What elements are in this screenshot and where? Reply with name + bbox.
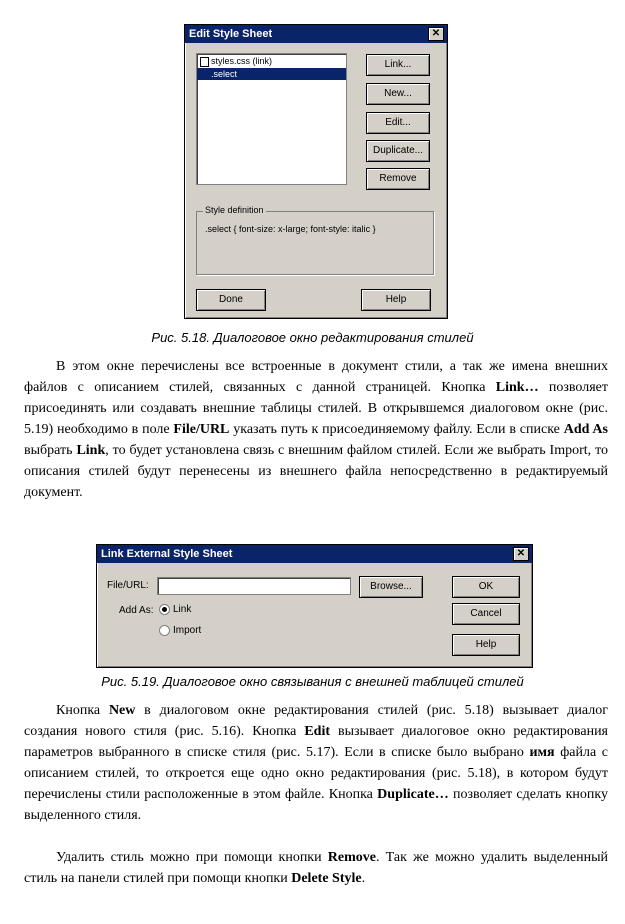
radio-link[interactable]: Link [159,604,191,615]
remove-button[interactable]: Remove [366,168,430,190]
style-definition-text: .select { font-size: x-large; font-style: italic } [205,224,376,234]
ok-button[interactable]: OK [452,576,520,598]
close-icon[interactable]: ✕ [428,27,444,41]
link-button[interactable]: Link... [366,54,430,76]
radio-import[interactable]: Import [159,625,201,636]
duplicate-button[interactable]: Duplicate... [366,140,430,162]
paragraph-3: Удалить стиль можно при помощи кнопки Remove. Так же можно удалить выделенный стиль на панели стилей при помощи кнопки Delete Style. [24,850,609,886]
done-button[interactable]: Done [196,289,266,311]
paragraph-1: В этом окне перечислены все встроенные в документ стили, а так же имена внешних файлов с описанием стилей, связанных с данной страницей. Кнопка Link… позволяет присоединять или создавать внешние таблицы стилей. В открывшемся диалоговом окне (рис. 5.19) необходимо в поле File/URL указать путь к присоединяемому файлу. Если в списке Add As выбрать Link, то будет установлена связь с внешним файлом стилей. Если же выбрать Import, то описания стилей будут перенесены из внешнего файла непосредственно в редактируемый документ. [24,359,609,500]
help-button[interactable]: Help [452,634,520,656]
help-button[interactable]: Help [361,289,431,311]
dialog-title-bar [185,25,447,43]
link-external-style-sheet-dialog [96,544,533,668]
figure-caption-5-19: Рис. 5.19. Диалоговое окно связывания с внешней таблицей стилей [101,674,524,689]
edit-button[interactable]: Edit... [366,112,430,134]
new-button[interactable]: New... [366,83,430,105]
dialog-title: Link External Style Sheet [101,548,233,560]
dialog-title: Edit Style Sheet [189,28,273,40]
add-as-label: Add As: [119,605,154,616]
radio-link-button[interactable] [159,604,170,615]
list-item[interactable]: styles.css (link) [197,54,346,68]
figure-caption-5-18: Рис. 5.18. Диалоговое окно редактирования стилей [151,330,474,345]
close-icon[interactable]: ✕ [513,547,529,561]
group-title: Style definition [205,205,264,215]
edit-style-sheet-dialog [184,24,448,319]
file-icon [200,57,209,67]
dialog-title-bar [97,545,532,563]
browse-button[interactable]: Browse... [359,576,423,598]
style-definition-group [196,205,434,275]
cancel-button[interactable]: Cancel [452,603,520,625]
list-item-selected[interactable]: .select [197,68,346,80]
file-url-label: File/URL: [107,580,149,591]
paragraph-2: Кнопка New в диалоговом окне редактирования стилей (рис. 5.18) вызывает диалог создания нового стиля (рис. 5.16). Кнопка Edit вызывает диалоговое окно редактирования параметров выбранного в списке стиля (рис. 5.17). Если в списке было выбрано имя файла с описанием стилей, то откроется еще одно окно редактирования (рис. 5.18), в котором будут перечислены стили расположенные в этом файле. Кнопка Duplicate… позволяет сделать кнопку выделенного стиля. [24,703,608,823]
style-list[interactable] [196,53,347,185]
radio-import-button[interactable] [159,625,170,636]
file-url-input[interactable] [157,577,351,595]
